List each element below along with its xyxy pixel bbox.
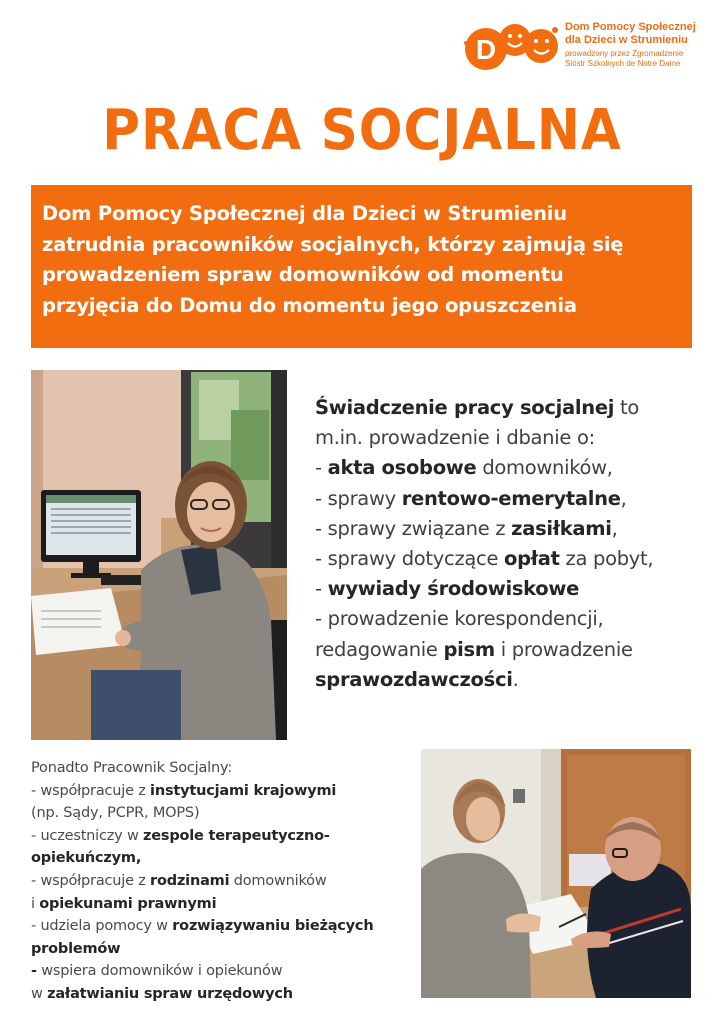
intro-banner [31,185,692,348]
more-l2-bold: instytucjami krajowymi [150,782,337,799]
duties-line-1 [315,393,715,423]
logo-text [565,21,721,68]
more-line-4 [31,825,411,848]
duties-line-4 [315,484,715,514]
more-l10-bold: - [31,963,37,980]
more-line-2 [31,780,411,803]
duties-l10-bold: sprawozdawczości [315,667,513,691]
duties-l6-bold: opłat [504,547,560,571]
more-line-8 [31,915,411,938]
more-line-11 [31,983,411,1006]
additional-tasks-list [31,757,411,1006]
duties-line-5 [315,514,715,544]
logo-sub-line1: prowadzony przez Zgromadzenie [565,49,684,58]
more-l11-pre: w [31,985,48,1002]
duties-l3-bold: akta osobowe [327,456,477,480]
duties-l4-bold: rentowo-emerytalne [401,486,621,510]
logo-name-line2: dla Dzieci w Strumieniu [565,34,688,46]
duties-l5-rest: , [611,516,618,540]
logo [462,16,718,74]
duties-heading-rest: to [614,396,640,419]
duties-l9-pre: redagowanie [315,637,444,661]
duties-l5-bold: zasiłkami [511,516,612,540]
photo-worker-at-desk [31,370,287,740]
duties-l9-bold: pism [443,637,495,661]
duties-list [315,393,715,695]
more-l6-pre: - współpracuje z [31,872,151,889]
more-l4-bold: zespole terapeutyczno- [143,827,330,844]
photo-worker-with-resident [421,749,691,998]
more-line-6 [31,870,411,893]
more-l7-pre: i [31,895,40,912]
duties-l10-rest: . [512,667,519,691]
duties-l9-rest: i prowadzenie [494,637,633,661]
more-l10-rest: wspiera domowników i opiekunów [36,963,283,980]
more-l5-bold: opiekuńczym, [31,850,142,867]
more-line-5 [31,847,411,870]
more-l4-pre: - uczestniczy w [31,827,144,844]
more-line-9 [31,938,411,961]
intro-line-2: zatrudnia pracowników socjalnych, którzy zajmują się [42,232,624,256]
duties-line-9 [315,635,715,665]
more-l7-bold: opiekunami prawnymi [39,895,217,912]
intro-text [42,199,690,321]
more-l8-pre: - udziela pomocy w [31,918,173,935]
logo-letter: D [475,34,497,65]
intro-line-4: przyjęcia do Domu do momentu jego opuszczenia [42,293,577,317]
duties-l7-pre: - [315,577,328,601]
duties-l7-bold: wywiady środowiskowe [327,577,580,601]
more-l9-bold: problemów [31,940,121,957]
duties-l5-pre: - sprawy związane z [315,516,512,540]
duties-l4-rest: , [620,486,627,510]
more-l2-pre: - współpracuje z [31,782,151,799]
duties-l3-pre: - [315,456,328,480]
more-line-7 [31,893,411,916]
logo-sub-line2: Sióstr Szkolnych de Notre Dame [565,58,681,68]
duties-line-10 [315,665,715,695]
duties-l6-rest: za pobyt, [559,547,654,571]
more-l8-bold: rozwiązywaniu bieżących [172,918,374,935]
intro-line-3: prowadzeniem spraw domowników od momentu [42,263,564,286]
duties-line-7 [315,574,715,604]
logo-mark [462,16,560,74]
more-l6-bold: rodzinami [150,872,230,889]
duties-line-3 [315,453,715,483]
more-l6-rest: domowników [229,872,327,889]
duties-line-8: - prowadzenie korespondencji, [315,607,604,631]
more-l11-bold: załatwianiu spraw urzędowych [47,985,293,1002]
duties-heading-bold: Świadczenie pracy socjalnej [315,396,615,419]
duties-l4-pre: - sprawy [315,486,402,510]
duties-l6-pre: - sprawy dotyczące [315,547,505,571]
duties-l3-rest: domowników, [476,456,613,480]
duties-line-6 [315,544,715,574]
page-title: PRACA SOCJALNA [102,98,622,163]
logo-name-line1: Dom Pomocy Społecznej [565,21,696,33]
more-line-3: (np. Sądy, PCPR, MOPS) [31,805,200,822]
duties-line-2: m.in. prowadzenie i dbanie o: [315,426,595,450]
intro-line-1: Dom Pomocy Społecznej dla Dzieci w Strumieniu [42,202,567,225]
more-line-10 [31,960,411,983]
more-line-1: Ponadto Pracownik Socjalny: [31,760,232,776]
